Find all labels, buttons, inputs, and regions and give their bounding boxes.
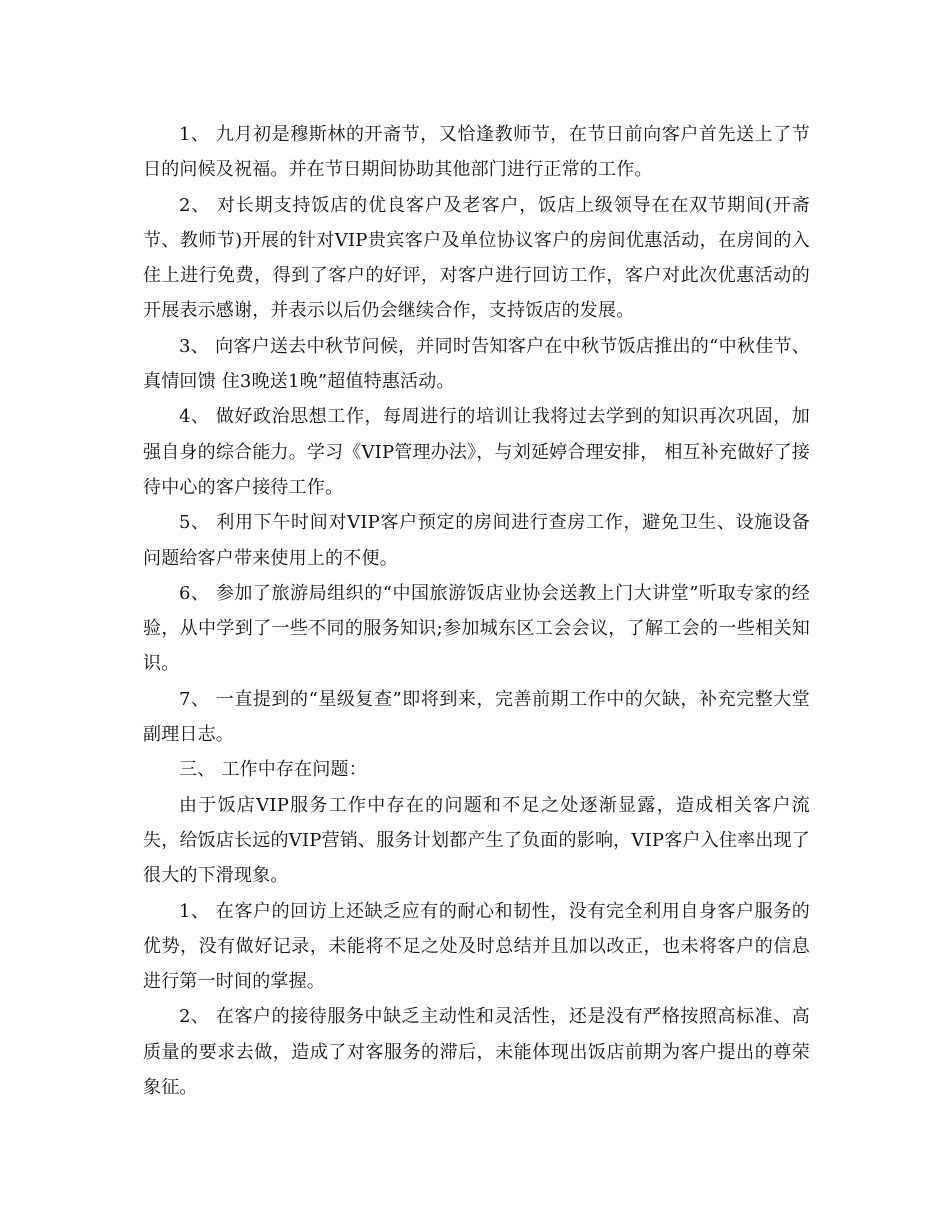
paragraph-issue-2: 2、 在客户的接待服务中缺乏主动性和灵活性，还是没有严格按照高标准、高质量的要求去做，造成了对客服务的滞后，未能体现出饭店前期为客户提出的尊荣象征。: [143, 1006, 810, 1099]
paragraph-issue-1: 1、 在客户的回访上还缺乏应有的耐心和韧性，没有完全利用自身客户服务的优势，没有做好记录，未能将不足之处及时总结并且加以改正，也未将客户的信息进行第一时间的掌握。: [143, 900, 810, 993]
paragraph-3: 3、 向客户送去中秋节问候，并同时告知客户在中秋节饭店推出的“中秋佳节、真情回馈 住3晚送1晚”超值特惠活动。: [143, 335, 810, 393]
paragraph-5: 5、 利用下午时间对VIP客户预定的房间进行查房工作，避免卫生、设施设备问题给客户带来使用上的不便。: [143, 512, 810, 569]
paragraph-6: 6、 参加了旅游局组织的“中国旅游饭店业协会送教上门大讲堂”听取专家的经验，从中学到了一些不同的服务知识;参加城东区工会会议，了解工会的一些相关知识。: [143, 582, 810, 675]
paragraph-intro: 由于饭店VIP服务工作中存在的问题和不足之处逐渐显露，造成相关客户流失，给饭店长远的VIP营销、服务计划都产生了负面的影响，VIP客户入住率出现了很大的下滑现象。: [143, 794, 810, 887]
paragraph-4: 4、 做好政治思想工作，每周进行的培训让我将过去学到的知识再次巩固，加强自身的综合能力。学习《VIP管理办法》，与刘延婷合理安排， 相互补充做好了接待中心的客户接待工作。: [143, 406, 810, 498]
paragraph-7: 7、 一直提到的“星级复查”即将到来，完善前期工作中的欠缺，补充完整大堂副理日志。: [143, 688, 810, 746]
paragraph-1: 1、 九月初是穆斯林的开斋节，又恰逢教师节，在节日前向客户首先送上了节日的问候及祝福。并在节日期间协助其他部门进行正常的工作。: [143, 124, 810, 181]
section-heading: 三、 工作中存在问题：: [179, 759, 367, 781]
paragraph-2: 2、 对长期支持饭店的优良客户及老客户，饭店上级领导在在双节期间(开斋节、教师节)开展的针对VIP贵宾客户及单位协议客户的房间优惠活动，在房间的入住上进行免费，得到了客户的好评，对客户进行回访工作，客户对此次优惠活动的开展表示感谢，并表示以后仍会继续合作，支持饭店的发展。: [143, 194, 810, 322]
